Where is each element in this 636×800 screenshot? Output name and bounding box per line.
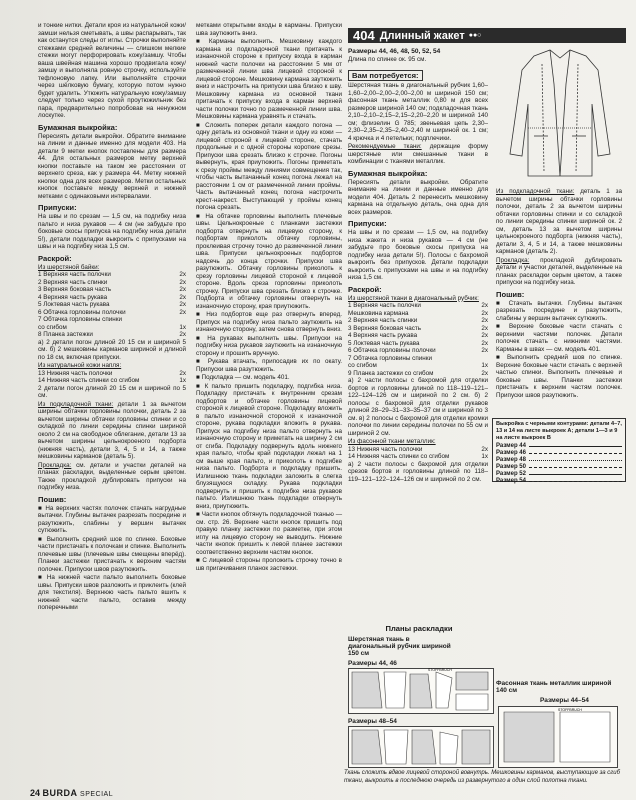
metallic-part-row — [348, 446, 488, 454]
recommended-body: держащие форму шерстяные или смешанные ткани в комбинации с тканями металлик. — [348, 143, 489, 165]
part-name: 1 Верхняя часть полочки — [348, 302, 421, 309]
natural-part-row — [38, 377, 186, 385]
instruction-step: ■ Рукава втачать, припосадив их по окату. Припуски шва разутюжить. — [196, 358, 342, 373]
metallic-part-row — [348, 453, 488, 461]
shell-part-row — [38, 324, 186, 332]
part-name: 7 Обтачка горловины спинки — [38, 316, 122, 323]
instruction-step: ■ С лицевой стороны проложить строчку точно в шв пригачивания планок застежки. — [196, 557, 342, 572]
sewing-step-404: ■ Верхние боковые части стачать с верхними частями полочек. Детали полочек стачать с нижними частями. Карманы в швах — см. модель 401. — [496, 323, 622, 353]
metallic-layout-title: Фасонная ткань металлик шириной 140 см — [496, 680, 612, 694]
part-name: со сгибом — [348, 362, 377, 369]
cut-parts-list — [348, 302, 488, 377]
shell-part-row — [38, 286, 186, 294]
metallic-extra: а) 2 части полосы с бахромой для отделки срезов бортов и горловины длиной по 118–119–121–122–124–126 см и шириной по 2 см. — [348, 460, 488, 483]
sizes-line: Размеры 44, 46, 48, 50, 52, 54 — [348, 48, 441, 55]
part-name: 4 Верхняя часть рукава — [348, 332, 418, 339]
part-name: 7 Обтачка горловины спинки — [348, 354, 432, 362]
shell-part-row — [38, 279, 186, 287]
cut-part-row — [348, 340, 488, 348]
part-quantity: 1x — [179, 377, 186, 384]
part-name: 14 Нижняя часть спинки со сгибом — [38, 377, 140, 384]
interlining-body-404: прокладкой дублировать детали и участки деталей, выделенные на планах раскладки серым цветом, а также припуски на подгибку низа. — [496, 256, 623, 286]
instruction-step: ■ Низ подбортов еще раз отвернуть вперед. Припуск на подгибку низа пальто заутюжить на изнаночную сторону, затем снова отвернуть вниз. — [196, 311, 342, 333]
lining-label-404: Из подкладочной ткани: — [496, 188, 575, 195]
part-name: 2 Верхняя часть спинки — [38, 278, 108, 286]
allowances-heading: Припуски: — [38, 203, 77, 212]
interlining-label-404: Прокладка: — [496, 256, 530, 264]
part-quantity: 2x — [179, 308, 186, 316]
cut-part-row — [348, 362, 488, 370]
sewing-step: ■ Выполнить средний шов по спинке. Боковые части пристачать к полочкам и спинке. Выполнить плечевые швы (плечевые швы смещены вперёд). Планки застежки пристачать к верхним частям полочек. Припуски швов разутюжить. — [38, 535, 186, 573]
natural-extra: 2 детали погон длиной 20 15 см и шириной по 5 см. — [38, 384, 186, 399]
fold-label-metallic: STOFFBRUCH — [558, 708, 582, 712]
size-label: Размер 48 — [496, 457, 526, 463]
cut-part-row — [348, 317, 488, 325]
natural-parts-list — [38, 370, 186, 385]
jacket-sketch — [494, 44, 626, 184]
part-quantity: 2x — [481, 347, 488, 354]
size-line-sample — [529, 460, 622, 461]
part-name: 1 Верхняя часть полочки — [38, 271, 111, 278]
part-name: 13 Нижняя часть полочки — [348, 445, 423, 453]
layout-footnote: Ткань сложить вдвое лицевой стороной вовнутрь. Мешковины карманов, выступающие за сгиб ткани, выкроить в последнюю очередь из развернутого в один слой полотна ткани. — [344, 770, 620, 784]
shell-part-row — [38, 316, 186, 324]
instruction-step: ■ Части кнопок обтянуть подкладочной тканью — см. стр. 26. Верхние части кнопок пришить под правую планку застежки по разметке, при этом иглу на лицевую сторону не выводить. Нижние части кнопок пришить к левой планке застежки соответственно верхним частям кнопок. — [196, 511, 342, 556]
wool-sizes-large: Размеры 48–54 — [348, 718, 397, 725]
part-quantity: 2x — [179, 278, 186, 286]
sewing-step-404: ■ Выполнить средний шов по спинке. Верхние боковые части стачать с верхней частью спинки. Выполнить плечевые и боковые швы. Планки застежки пристачать к верхним частям полочек. Припуски швов разутюжить. — [496, 354, 622, 399]
part-name: 2 Верхняя часть спинки — [348, 317, 418, 324]
part-name: 4 Верхняя часть рукава — [38, 293, 108, 301]
part-name: 5 Локтевая часть рукава — [348, 339, 420, 347]
wool-sizes-small: Размеры 44, 46 — [348, 660, 397, 667]
interlining-text-404 — [496, 257, 622, 287]
part-name: 9 Планка застежки со сгибом — [348, 369, 434, 377]
brand-edition: SPECIAL — [80, 791, 114, 798]
lining-text — [38, 401, 186, 461]
shell-part-row — [38, 294, 186, 302]
brand-name: BURDA — [42, 788, 78, 798]
shell-part-row — [38, 309, 186, 317]
instruction-step: ■ На рукавах выполнить швы. Припуски на подгибку низа рукавов заутюжить на изнаночную сторону и прошить вручную. — [196, 334, 342, 357]
paper-pattern-text-404: Пересиять детали выкройки. Обратите внимание на линии и данные именно для модели 404. Деталь 2 перенесить мешковину кармана на отдельную деталь, она одна для всех размеров. — [348, 178, 488, 216]
part-quantity: 2x — [481, 324, 488, 332]
shell-fabric-label: Из шерстяной байки: — [38, 263, 100, 271]
part-name: Мешковина кармана — [348, 309, 409, 317]
size-legend-box — [492, 418, 626, 482]
cut-part-row — [348, 355, 488, 363]
metallic-parts-list — [348, 446, 488, 461]
shell-part-row — [38, 301, 186, 309]
size-line — [496, 478, 622, 485]
part-name: 13 Нижняя часть полочки — [38, 369, 113, 377]
size-label: Размер 50 — [496, 464, 526, 470]
materials-heading: Вам потребуется: — [348, 70, 423, 81]
part-quantity: 1x — [481, 453, 488, 460]
column-1 — [38, 22, 186, 613]
shell-part-row — [38, 331, 186, 339]
paper-pattern-heading: Бумажная выкройка: — [38, 122, 118, 132]
allowances-text-404: На швы и по срезам — 1,5 см, на подгибку низа жакета и низа рукавов — 4 см (не забудьте про боковые скосы припуска на подгибку низа детали 5!). Полосы с бахромой выкроить без припусков. Детали подкладки выкроить с припусками на швы и на подгибку низа 1,5 см. — [348, 229, 488, 281]
part-quantity: 2x — [481, 445, 488, 453]
layout-diagram-metallic — [498, 706, 618, 768]
shell-part-row — [38, 271, 186, 279]
sewing-heading-404: Пошив: — [496, 289, 525, 299]
interlining-body: см. детали и участки деталей на планах раскладки, выделенные серым цветом. Также прокладкой дублировать припуски на подгибку низа. — [38, 461, 186, 491]
size-label: Размер 52 — [496, 471, 526, 477]
page-number: 24 — [30, 788, 41, 798]
part-quantity: 1x — [481, 362, 488, 369]
size-line — [496, 443, 622, 450]
part-name: 3 Верхняя боковая часть — [348, 324, 422, 332]
lining-text-404 — [496, 188, 622, 256]
part-quantity: 2x — [179, 286, 186, 293]
allowances-text: На швы и по срезам — 1,5 см, на подгибку низа пальто и низа рукавов — 4 см (не забудьте про боковые скосы припуска на подгибку низа детали 5!), детали подкладки выкроить с припусками на швы и на подгибку низа 1,5 см. — [38, 213, 186, 250]
recommended-label: Рекомендуемые ткани: — [348, 143, 422, 150]
length-line: Длина по спинке ок. 95 см. — [348, 55, 427, 63]
size-line — [496, 450, 622, 457]
sewing-step-404: ■ Стачать вытачки. Глубины вытачек разрезать посредине и разутюжить, слабины у вершин вытачек сутюжить. — [496, 299, 622, 322]
page-footer — [30, 788, 113, 798]
size-label: Размер 46 — [496, 450, 526, 456]
cutting-heading: Раскрой: — [38, 253, 72, 263]
part-name: со сгибом — [38, 323, 67, 331]
instruction-step: ■ Сложить поперек детали каждого погона — одну деталь из основной ткани и одну из кожи — лицевой стороной к лицевой стороне, стачать продольные и с одной стороны короткие срезы. Припуски шва срезать близко к строчке. Погоны вывернуть, края приутюжить. Погоны приметать к срезу проймы между линиями совмещения так, чтобы часть вытачанный конец погона лежал на расстоянии 1 см от размеченной линии проймы. Часть вытачанный конец погона настрочить крест-накрест. Выступающий у проймы конец погона срезать. — [196, 121, 342, 211]
recommended-fabrics — [348, 143, 488, 166]
sewing-step: ■ На верхних частях полочек стачать нагрудные вытачки. Глубины вытачек разрезать посредине и разутюжить, слабины у вершин вытачек сутюжить. — [38, 504, 186, 534]
instruction-step: ■ На обтачке горловины выполнить плечевые швы. Цельнокроеные с планками застежки подборта отвернуть на лицевую сторону, к подбортам приколоть обтачку горловины, проклеивая строчку точно до размеченной линии шва. Припуски цельнокроеных подбортов надсечь до конца строчки. Припуски шва разутюжить. Обтачку горловины приколоть к срезу горловины лицевой стороной к лицевой стороне. Вдоль среза горловины приколоть строчку. Припуски шва срезать близко к строчке. Подборта и обтачку горловины отвернуть на изнаночную сторону, края приутюжить. — [196, 212, 342, 310]
difficulty-dots: ●●○ — [468, 32, 482, 39]
size-line-sample — [529, 481, 622, 482]
cut-part-row — [348, 347, 488, 355]
cut-part-row — [348, 310, 488, 318]
size-label: Размер 44 — [496, 443, 526, 449]
size-line — [496, 471, 622, 478]
sewing-step: ■ На нижней части пальто выполнить боковые швы. Припуски швов разложить и приклеить (клей для текстиля). Верхнюю часть пальто вшить к нижней части пальто, оставив между поперечными — [38, 574, 186, 611]
part-name: 6 Обтачка горловины полочки — [348, 347, 436, 354]
part-name: 5 Локтевая часть рукава — [38, 301, 110, 308]
part-quantity: 2x — [481, 339, 488, 347]
column-2 — [196, 22, 342, 573]
allowances-heading-404: Припуски: — [348, 219, 387, 228]
size-line — [496, 457, 622, 464]
part-quantity: 2x — [179, 271, 186, 278]
part-quantity: 1x — [179, 323, 186, 331]
cut-part-row — [348, 332, 488, 340]
size-label: Размер 54 — [496, 478, 526, 484]
lining-body-404: деталь 1 за вычетом ширины обтачки горловины полочки, деталь 2 за вычетом ширины обтачки горловины спинки и со складкой по линии середины спинки шириной ок. 2 см, деталь 13 за вычетом ширины цельнокроеного подборта (нижняя часть), детали 3, 4, 5 и 14, а также мешковины карманов (деталь 2). — [496, 188, 623, 255]
sewing-heading: Пошив: — [38, 494, 67, 504]
metallic-label: Из фасонной ткани металлик: — [348, 438, 436, 445]
instruction-step: ■ Подкладка — см. модель 401. — [196, 374, 290, 381]
model-number: 404 — [353, 28, 375, 43]
instruction-step: ■ Карманы выполнить. Мешковину каждого кармана из подкладочной ткани притачать к изнаночной стороне к припуску входа в карман нижней части полочки на расстоянии 5 мм от размеченной линии шва лицевой стороной к лицевой стороне. Мешковину кармана заутюжить вниз и настрочить на припуски шва близко к шву. Мешковину кармана из основной ткани притачать к припуску входа в карман верхней части полочки точно по размеченной линии шва. Мешковины кармана уравнять и стачать. — [196, 38, 343, 120]
part-quantity: 2x — [481, 369, 488, 377]
part-name: 3 Верхняя боковая часть — [38, 286, 112, 293]
part-quantity: 2x — [481, 309, 488, 317]
cutting-heading-404: Раскрой: — [348, 284, 382, 294]
instruction-step: метками открытыми входы в карманы. Припуски шва заутюжить вниз. — [196, 22, 342, 37]
cut-extra: а) 2 части полосы с бахромой для отделки бортов и горловины длиной по 118–119–121–122–124–126 см и шириной по 2 см. б) 2 полосы с бахромой для отделки рукавов длиной 28–29–31–33–35–37 см и шириной по 3 см. в) 2 полосы с бахромой для отделки кромки полочки по линии середины полочки по 55 см и шириной 2 см. — [348, 377, 488, 437]
metallic-sizes: Размеры 44–54 — [540, 697, 589, 704]
interlining-label: Прокладка: — [38, 461, 72, 469]
paper-pattern-text: Пересиять детали выкройки. Обратите внимание на линии и данные именно для модели 403. На детали 9 метки кнопок поставлены для размера 44. Для остальных размеров метку верхней кнопки поставьте на таком же расстоянии от верхнего среза, как у размера 44. Метку нижней кнопки одна для всех размеров. Метки остальных кнопок поставьте между верхней и нижней метками с одинаковыми интервалами. — [38, 132, 186, 200]
part-quantity: 2x — [481, 332, 488, 339]
materials-text: Шерстяная ткань в диагональный рубчик 1,60–1,60–2,00–2,00–2,00–2,00 м шириной 150 см; фасонная ткань металлик 0,80 м для всех размеров шириной 140 см; подкладочная ткань 2,10–2,10–2,15–2,15–2,20–2,20 м шириной 140 см; флизелин G 785; звеньевая цепь 2,30–2,30–2,35–2,35–2,40–2,40 м шириной ок. 1 см; 4 крючка и 4 петельки; подплечики. — [348, 82, 488, 142]
column-4 — [496, 188, 622, 400]
part-quantity: 2x — [179, 331, 186, 338]
size-line — [496, 464, 622, 471]
column-3 — [348, 48, 488, 484]
size-line-sample — [529, 467, 622, 468]
cut-part-row — [348, 302, 488, 310]
shell-extra: а) 2 детали погон длиной 20 15 см и шириной 5 см. б) 2 мешковины карманов шириной и длиной по 18 см, включая припуски. — [38, 338, 186, 361]
layout-diagram-large — [348, 726, 494, 768]
part-quantity: 2x — [179, 301, 186, 308]
model-name: Длинный жакет — [379, 29, 465, 42]
size-line-list — [496, 443, 622, 485]
part-quantity: 2x — [481, 302, 488, 309]
natural-leather-label: Из натуральной кожи напля: — [38, 362, 122, 369]
shell-parts-list — [38, 271, 186, 339]
cut-part-row — [348, 325, 488, 333]
wool-layout-title: Шерстяная ткань в диагональный рубчик шириной 150 см — [348, 636, 451, 657]
size-line-sample — [529, 446, 622, 447]
wool-label: Из шерстяной ткани в диагональный рубчик: — [348, 294, 479, 302]
legend-text: Выкройка с черными контурами: детали 4–7, 13 и 14 на листе выкроек А; детали 1—3 и 9 на листе выкроек В — [496, 421, 622, 441]
intro-text: и тонкие нитки. Детали кроя из натуральной кожи/замши нельзя сметывать, а швы распарывать, так как останутся следы от иглы. Строчки выполняйте стежками средней величины — слишком мелкие стежки могут перфорировать кожу/замшу. Чтобы ваша швейная машина хорошо продвигала кожу/замшу и выполняла ровную строчку, используйте тефлоновую лапку. Или выполняйте строчки через шёлковую бумагу, которую потом нужно будет удалить. Утюжить натуральную кожу/замшу следует только через сухой проутюжильник без пара, предварительно попробовав на ненужном лоскутке. — [38, 22, 186, 119]
lining-body: детали 1 за вычетом ширины обтачки горловины полочки, деталь 2 за вычетом ширины обтачки горловины спинки и со складкой по линии середины спинки шириной около 2 см на свободное облегание, детали 13 за вычетом ширины цельнокроеного подборта (нижняя часть), детали 3, 4, 5 и 14, а также мешковины карманов (деталь 5). — [38, 400, 187, 460]
part-quantity: 2x — [179, 369, 186, 377]
lining-label: Из подкладочной ткани: — [38, 400, 114, 408]
cut-part-row — [348, 370, 488, 378]
model-title-bar — [348, 28, 626, 43]
layouts-heading: Планы раскладки — [385, 624, 453, 633]
natural-part-row — [38, 370, 186, 378]
instruction-step: ■ К пальто пришить подкладку, подгибка низа. Подкладку пристачать к внутренним срезам подбортов и обтачке горловины лицевой стороной к лицевой стороне. Подкладку вложить в пальто изнаночной стороной к изнаночной стороне, рукава подкладки вложить в рукава. Припуск на подгибку низа пальто отвернуть на изнаночную сторону и приметать на ширину 2 см от сгиба. Подкладку подвернуть вдоль нижнего края пальто, чтобы край подкладки лежал на 1 см выше края пальто, и приколоть к подгибке низа пальто. Подборта и подкладку пришить. Излишнюю ткань подкладки заложить в слегка блузящуюся складку. Рукава подкладки подвернуть и пришить к подгибке низа рукавов пальто. Излишнюю ткань подкладки отвернуть вниз, приутюжить. — [196, 382, 342, 510]
part-quantity: 2x — [179, 293, 186, 301]
size-line-sample — [529, 474, 622, 475]
part-name: 6 Обтачка горловины полочки — [38, 308, 126, 316]
part-name: 8 Планка застежки — [38, 331, 93, 338]
layout-diagram-small — [348, 668, 494, 714]
size-line-sample — [529, 453, 622, 454]
fold-label: STOFFBRUCH — [428, 668, 452, 672]
part-quantity: 2x — [481, 317, 488, 324]
part-name: 14 Нижняя часть спинки со сгибом — [348, 453, 450, 460]
interlining-text — [38, 462, 186, 492]
paper-pattern-heading-404: Бумажная выкройка: — [348, 168, 428, 178]
